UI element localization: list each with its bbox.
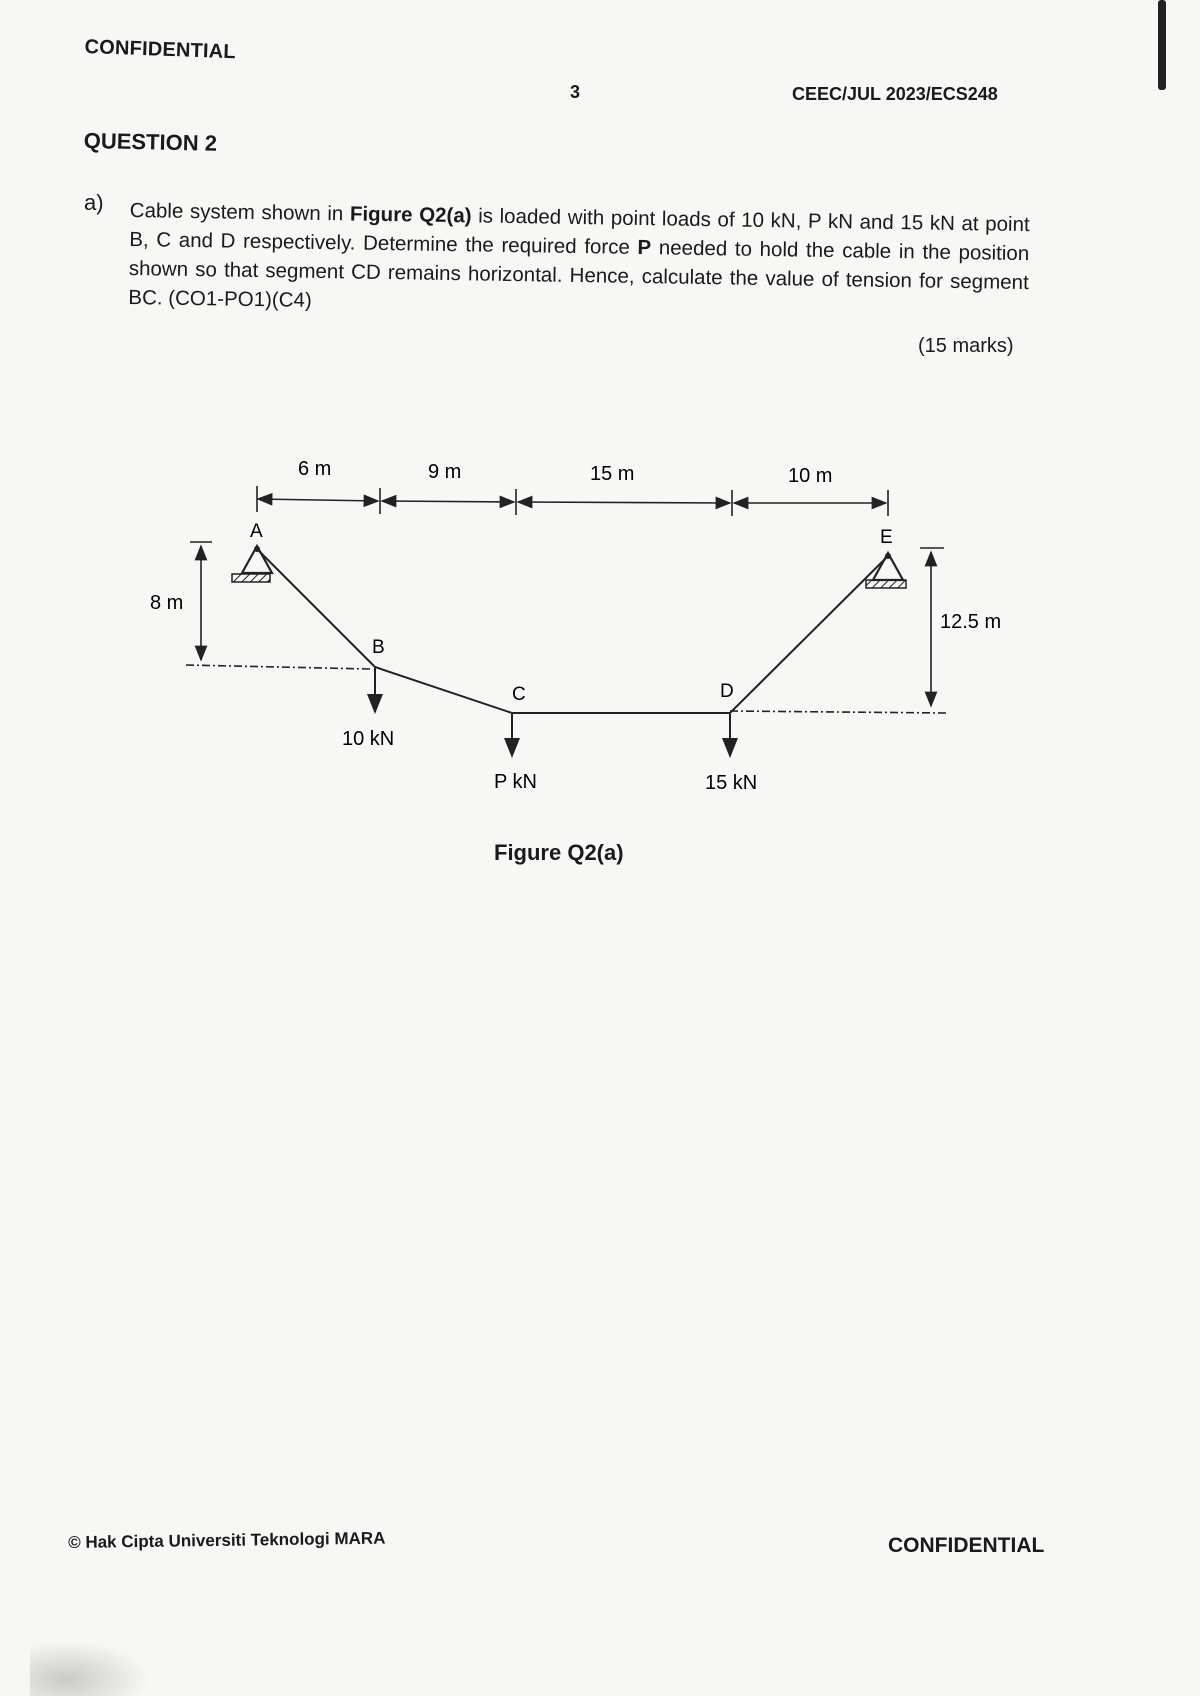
question-title: QUESTION 2	[83, 128, 218, 156]
page-number: 3	[570, 82, 581, 102]
confidential-footer: CONFIDENTIAL	[888, 1534, 1045, 1557]
label-b: B	[372, 637, 385, 658]
support-a	[232, 546, 272, 582]
height-left: 8 m	[150, 592, 184, 614]
right-height-dimension	[730, 548, 946, 713]
height-right: 12.5 m	[940, 611, 1002, 633]
dim-bc: 9 m	[428, 461, 462, 483]
load-d: 15 kN	[705, 772, 758, 794]
horizontal-dimension-line	[257, 486, 888, 516]
course-code: CEEC/JUL 2023/ECS248	[792, 84, 998, 104]
question-text-1: Cable system shown in	[129, 198, 351, 226]
confidential-header: CONFIDENTIAL	[84, 36, 237, 64]
figure-caption: Figure Q2(a)	[494, 840, 624, 865]
label-c: C	[512, 684, 526, 705]
label-a: A	[250, 521, 263, 542]
question-text-3: needed to hold the cable in the position shown so that segment CD remains horizontal. Hence, calculate the value of tension for segment BC. (CO1-PO1)(C4)	[128, 236, 1030, 312]
cable	[257, 549, 888, 713]
part-label: a)	[84, 190, 104, 215]
figure-reference: Figure Q2(a)	[349, 202, 472, 228]
left-height-dimension	[186, 542, 370, 669]
force-p-reference: P	[637, 235, 652, 260]
dim-ab: 6 m	[298, 458, 332, 480]
scan-corner-smudge	[30, 1640, 150, 1696]
dim-de: 10 m	[788, 465, 833, 487]
load-b: 10 kN	[342, 728, 395, 750]
question-text-2: is loaded with point loads of 10 kN, P kN and 15 kN at point B, C and D respectively. Determine the required force	[129, 204, 1030, 259]
scan-edge-mark	[1158, 0, 1166, 90]
dim-cd: 15 m	[590, 463, 635, 485]
copyright: © Hak Cipta Universiti Teknologi MARA	[68, 1528, 386, 1552]
label-d: D	[720, 681, 734, 702]
label-e: E	[880, 527, 893, 548]
marks: (15 marks)	[918, 335, 1014, 357]
load-c: P kN	[494, 771, 537, 793]
